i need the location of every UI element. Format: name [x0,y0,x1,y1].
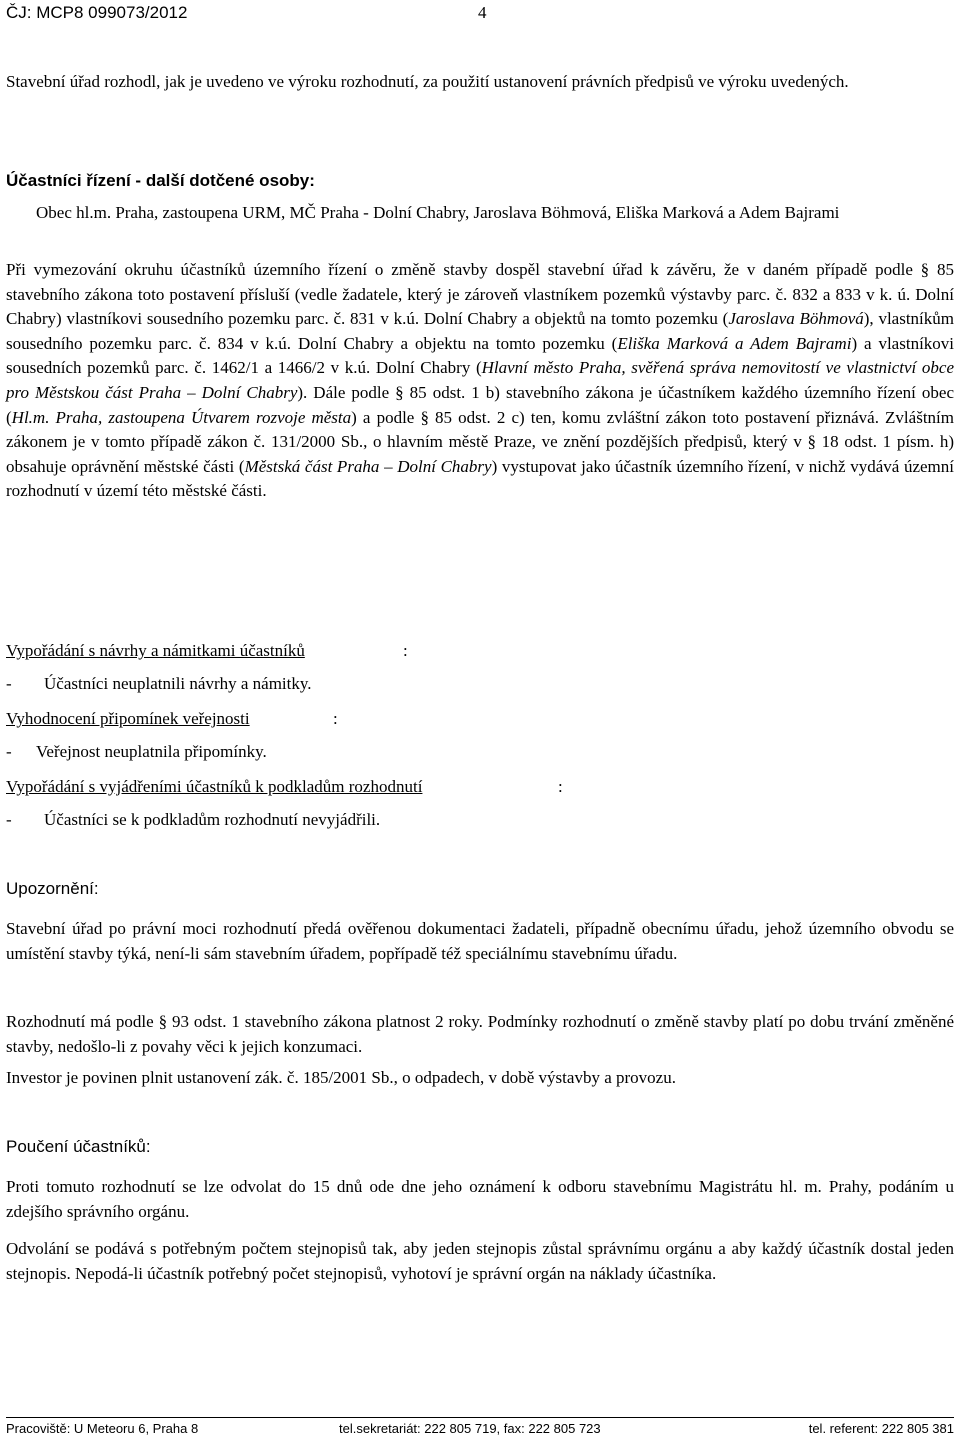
participants-heading: Účastníci řízení - další dotčené osoby: [6,171,315,190]
rationale-text-5: ) a podle § 85 odst. 2 c) ten, komu zvláštní zákon toto postavení přiznává. Zvláštním zákonem je v tomto případě zákon č. 131/2000 Sb., o hlavním městě Praze, ve znění pozdějších předpisů, který v § 18 odst. 1 písm. h) obsahuje oprávnění městské části ( [6,407,954,476]
participants-rationale [6,258,954,504]
page-number: 4 [478,3,487,22]
intro-paragraph: Stavební úřad rozhodl, jak je uvedeno ve výroku rozhodnutí, za použití ustanovení právních předpisů ve výroku uvedených. [6,72,849,91]
footer-secretariat: tel.sekretariát: 222 805 719, fax: 222 805 723 [339,1421,601,1436]
notice-paragraph-2: Rozhodnutí má podle § 93 odst. 1 stavebního zákona platnost 2 roky. Podmínky rozhodnutí o změně stavby platí po dobu trvání změněné stavby, nedošlo-li z povahy věci k jejich konzumaci. [6,1012,954,1056]
rationale-text-1: Při vymezování okruhu účastníků územního řízení o změně stavby dospěl stavební úřad k závěru, že v daném případě podle § 85 stavebního zákona toto postavení přísluší (vedle žadatele, který je zároveň vlastníkem pozemků výstavby parc. č. 832 a 833 v k. ú. Dolní Chabry) vlastníkovi sousedního pozemku parc. č. 831 v k.ú. Dolní Chabry a objektů na tomto pozemku ( [6,260,954,329]
instruction-paragraph-1: Proti tomuto rozhodnutí se lze odvolat do 15 dnů ode dne jeho oznámení k odboru stavebnímu Magistrátu hl. m. Prahy, podáním u zdejšího správního orgánu. [6,1177,954,1221]
settlement-title-1-colon: : [403,641,408,660]
participants-list: Obec hl.m. Praha, zastoupena URM, MČ Praha - Dolní Chabry, Jaroslava Böhmová, Eliška Marková a Adem Bajrami [36,203,840,222]
settlement-title-3: Vypořádání s vyjádřeními účastníků k podkladům rozhodnutí [6,777,423,796]
notice-paragraph-1: Stavební úřad po právní moci rozhodnutí předá ověřenou dokumentaci žadateli, případně obecnímu úřadu, jehož územního obvodu se umístění stavby týká, není-li sám stavebním úřadem, popřípadě též speciálnímu stavebnímu úřadu. [6,919,954,963]
document-reference: ČJ: MCP8 099073/2012 [6,3,188,22]
rationale-italic-4: Hl.m. Praha, zastoupena Útvarem rozvoje města [11,407,352,427]
footer-referent: tel. referent: 222 805 381 [808,1421,954,1436]
instruction-heading: Poučení účastníků: [6,1137,151,1156]
rationale-text-3: ) a vlastníkovi sousedních pozemků parc. č. 1462/1 a 1466/2 v k.ú. Dolní Chabry ( [6,333,955,378]
settlement-title-3-colon: : [558,777,563,796]
rationale-text-6: ) vystupovat jako účastník územního řízení, v nichž vydává územní rozhodnutí v území této městské části. [6,456,954,501]
rationale-italic-3: Hlavní město Praha, svěřená správa nemovitostí ve vlastnictví obce pro Městskou část Praha – Dolní Chabry [6,358,954,402]
settlement-item-3: - Účastníci se k podkladům rozhodnutí nevyjádřili. [6,810,381,829]
notice-heading: Upozornění: [6,879,99,898]
instruction-paragraph-2: Odvolání se podává s potřebným počtem stejnopisů tak, aby jeden stejnopis zůstal správnímu orgánu a aby každý účastník dostal jeden stejnopis. Nepodá-li účastník potřebný počet stejnopisů, vyhotoví je správní orgán na náklady účastníka. [6,1239,954,1283]
rationale-italic-2: Eliška Marková a Adem Bajrami [617,333,852,353]
rationale-italic-5: Městská část Praha – Dolní Chabry [244,456,492,476]
settlement-item-1: - Účastníci neuplatnili návrhy a námitky. [6,674,312,693]
rationale-italic-1: Jaroslava Böhmová [728,309,864,329]
footer-workplace: Pracoviště: U Meteoru 6, Praha 8 [6,1421,199,1436]
notice-paragraph-3: Investor je povinen plnit ustanovení zák. č. 185/2001 Sb., o odpadech, v době výstavby a provozu. [6,1068,676,1087]
rationale-text-4: ). Dále podle § 85 odst. 1 b) stavebního zákona je účastníkem každého územního řízení obec ( [6,382,954,427]
rationale-text-2: ), vlastníkům sousedního pozemku parc. č. 834 v k.ú. Dolní Chabry a objektu na tomto pozemku ( [6,309,954,353]
document-page [6,0,954,1440]
footer-divider [6,1417,954,1418]
settlement-title-2-colon: : [333,709,338,728]
settlement-item-2: - Veřejnost neuplatnila připomínky. [6,742,267,761]
settlement-title-2: Vyhodnocení připomínek veřejnosti [6,709,250,728]
settlement-title-1: Vypořádání s návrhy a námitkami účastníků [6,641,305,660]
